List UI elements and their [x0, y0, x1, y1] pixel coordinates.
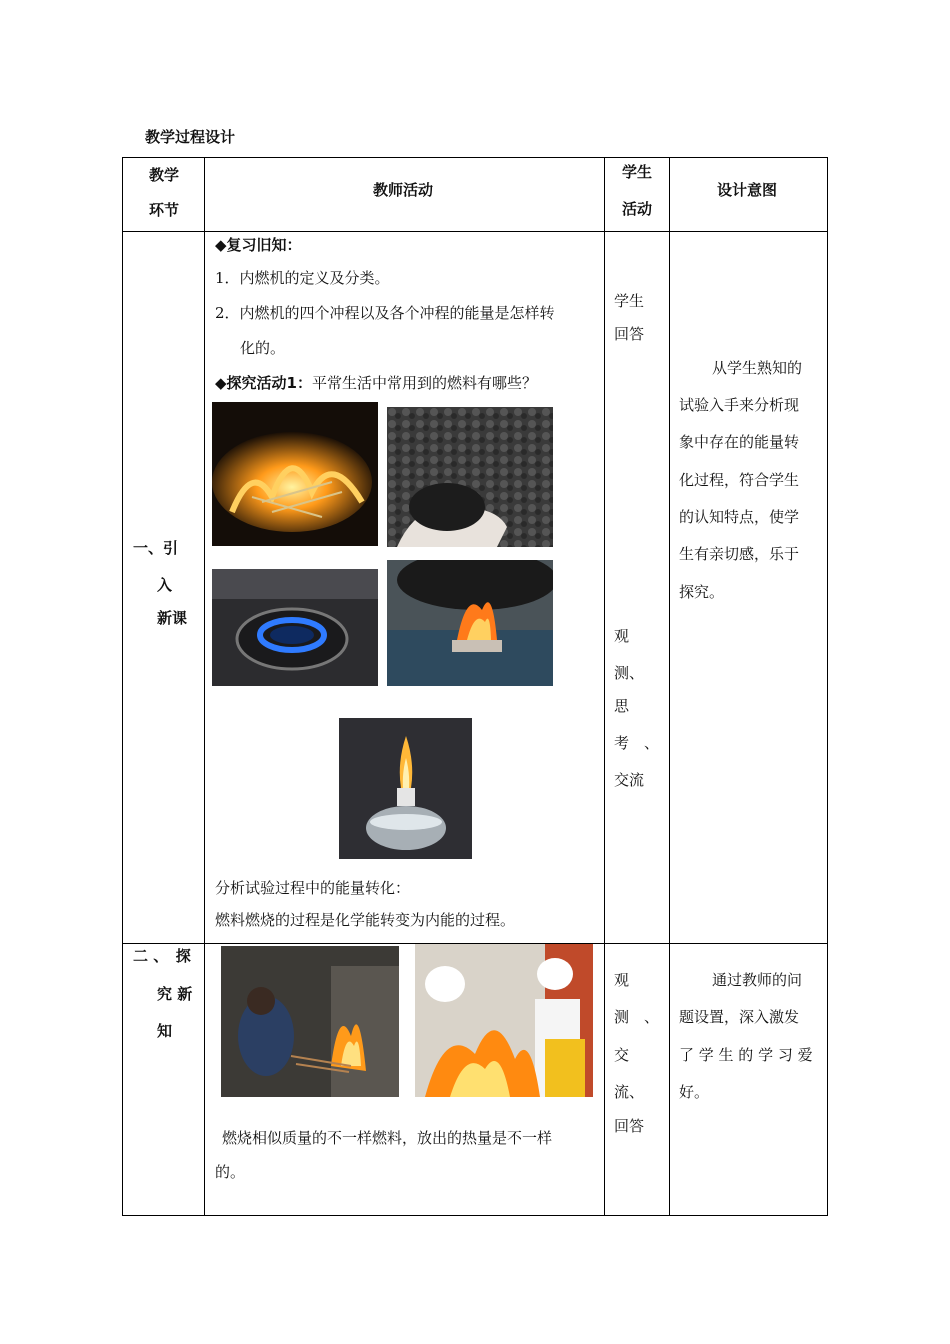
row1-stage-line2: 入: [157, 576, 173, 594]
row2-intent-line: 了 学 生 的 学 习 爱: [679, 1046, 813, 1064]
analysis-line-1: 分析试验过程中的能量转化：: [215, 879, 411, 897]
row2-student-line: 交: [614, 1046, 630, 1064]
analysis-line-2: 燃料燃烧的过程是化学能转变为内能的过程。: [215, 911, 516, 929]
burning-straw-image: [212, 402, 378, 546]
row1-intent-line: 从学生熟知的: [712, 359, 803, 377]
row2-intent-line: 题设置，深入激发: [679, 1008, 800, 1026]
review-item-2b: 化的。: [240, 339, 286, 357]
review-item-2a: 2．内燃机的四个冲程以及各个冲程的能量是怎样转: [215, 304, 555, 322]
col-divider: [604, 158, 605, 1215]
document-title: 教学过程设计: [145, 128, 236, 146]
row2-text-line-2: 的。: [215, 1163, 246, 1181]
row2-student-line: 流、: [614, 1083, 645, 1101]
header-design-intent: 设计意图: [717, 181, 778, 199]
lesson-table: [122, 157, 828, 1216]
row2-intent-line: 通过教师的问: [712, 971, 803, 989]
row2-stage-line2: 究 新: [157, 985, 193, 1003]
row2-text-line-1: 燃烧相似质量的不一样燃料，放出的热量是不一样: [222, 1129, 553, 1147]
row1-intent-line: 探究。: [679, 583, 725, 601]
row1-student-b1: 观: [614, 627, 630, 645]
row1-student-b2: 测、: [614, 664, 645, 682]
row2-stage-line1: 二 、 探: [133, 947, 191, 965]
row2-intent-line: 好。: [679, 1083, 710, 1101]
col-divider: [669, 158, 670, 1215]
row1-student-a2: 回答: [614, 325, 645, 343]
row2-student-line: 测 、: [614, 1008, 660, 1026]
header-teacher-activity: 教师活动: [373, 181, 434, 199]
row2-stage-line3: 知: [157, 1022, 173, 1040]
review-title: ◆复习旧知：: [215, 236, 302, 254]
row1-stage-line1: 一、引: [133, 539, 179, 557]
row1-intent-line: 的认知特点，使学: [679, 508, 800, 526]
chefs-wok-fire-image: [415, 944, 593, 1097]
explore-title: ◆探究活动1：: [215, 374, 312, 392]
row1-intent-line: 化过程，符合学生: [679, 471, 800, 489]
header-student-line2: 活动: [622, 200, 653, 218]
row1-stage-line3: 新课: [157, 609, 188, 627]
row2-student-line: 观: [614, 971, 630, 989]
explore-question: 平常生活中常用到的燃料有哪些？: [311, 374, 537, 392]
review-item-1: 1．内燃机的定义及分类。: [215, 269, 390, 287]
row1-intent-line: 生有亲切感，乐于: [679, 545, 800, 563]
child-lighting-fire-image: [221, 946, 399, 1097]
row2-student-line: 回答: [614, 1117, 645, 1135]
row1-intent-line: 象中存在的能量转: [679, 433, 800, 451]
coal-image: [387, 407, 553, 547]
row1-student-b5: 交流: [614, 771, 645, 789]
gas-stove-flame-image: [212, 569, 378, 686]
alcohol-lamp-image: [339, 718, 472, 859]
row1-student-b4: 考 、: [614, 734, 660, 752]
oil-rig-fire-image: [387, 560, 553, 686]
row1-intent-line: 试验入手来分析现: [679, 396, 800, 414]
row1-student-b3: 思: [614, 697, 630, 715]
row1-student-a1: 学生: [614, 292, 645, 310]
col-divider: [204, 158, 205, 1215]
header-stage-line2: 环节: [149, 201, 180, 219]
explore-activity: [215, 365, 537, 402]
header-student-line1: 学生: [622, 163, 653, 181]
header-stage-line1: 教学: [149, 166, 180, 184]
